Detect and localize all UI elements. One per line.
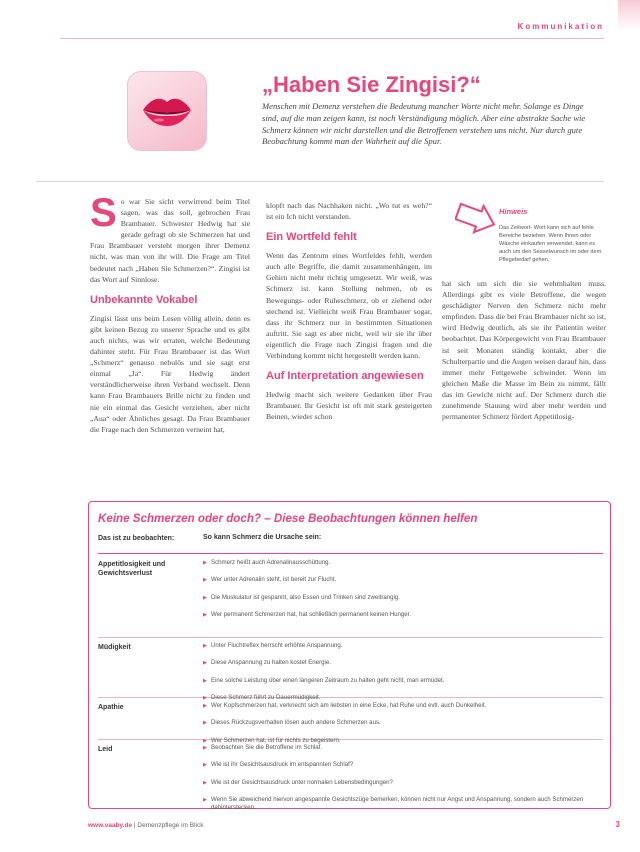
- paragraph: Hedwig macht sich weitere Gedanken über Frau Brambauer. Ihr Gesicht ist oft mit stark gesteigerten Beinen, wieder schon: [266, 390, 432, 422]
- cause-item: ▶ Wer Schmerzen hat, ist für nichts zu begeistern.: [203, 737, 603, 745]
- text-column-3: [442, 278, 606, 424]
- cause-item: ▶ Die Muskulatur ist gespannt, also Essen und Trinken sind zweitrangig.: [203, 594, 603, 602]
- text-column-2: [266, 200, 432, 424]
- table-row: [98, 698, 603, 744]
- cause-item: ▶ Schmerz heißt auch Adrenalinausschüttung.: [203, 559, 603, 567]
- cause-item: ▶ Dieses Rückzugsverhalten lösen auch andere Schmerzen aus.: [203, 719, 603, 727]
- footer-url: www.vaaby.de: [88, 822, 133, 829]
- cause-item: ▶ Wer Kopfschmerzen hat, verkriecht sich am liebsten in eine Ecke, hat Ruhe und evtl. auch Dunkelheit.: [203, 702, 603, 710]
- paragraph: hat sich um sich die sie wehrnhalten muss. Allerdings gibt es viele Betroffene, die wegen geschädigter Nerven den Schmerz nicht mehr empfinden. Dass die bei Frau Brambauer nicht so ist, wird Hedwig deutlich, als sie ihr Patientin weiter beobachtet. Das Körpergewicht von Frau Brambauer ist seit Monaten ständig kontakt, aber die Schulterpartie und die Augen weisen darauf hin, dass immer mehr Fettgewebe schwindet. Wenn im gleichen Maße die Masse im Bein zu nimmt, fällt das im Gewicht nicht auf. Der Schmerz durch die zunehmende Stauung wird aber mehr werden und permanenter Schmerz fördert Appetitlosig-: [442, 279, 606, 422]
- cause-item: ▶ Wenn Sie abweichend hiervon angespannte Gesichtszüge bemerken, können nicht nur Angst und Anspannung, sondern auch Schmerzen dahinterstecken.: [203, 796, 603, 812]
- table-row: [98, 638, 603, 701]
- cause-item: ▶ Wer permanent Schmerzen hat, hat schließlich permanent keinen Hunger.: [203, 611, 603, 619]
- lips-icon-tile: [127, 71, 207, 151]
- header-rule: [60, 38, 604, 39]
- text-column-1: [90, 191, 250, 437]
- subheading: Auf Interpretation angewiesen: [266, 370, 424, 383]
- table-title: Keine Schmerzen oder doch? – Diese Beobachtungen können helfen: [98, 512, 478, 525]
- article-lead: Menschen mit Demenz verstehen die Bedeutung mancher Worte nicht mehr. Solange es Dinge sind, auf die man zeigen kann, ist noch Verständigung möglich. Aber eine abstrakte Sache wie Schmerz können wir nicht darstellen und die Betroffenen verstehen uns nicht. Nur durch gute Beobachtung kommt man der Wahrheit auf die Spur.: [262, 101, 586, 147]
- row-category: Müdigkeit: [98, 644, 131, 651]
- cause-item: ▶ Beobachten Sie die Betroffene im Schlaf.: [203, 744, 603, 752]
- observation-table: [88, 501, 611, 809]
- cause-item: ▶ Diese Schmerz führt zu Dauermüdigkeit.: [203, 694, 603, 702]
- footer-text: | Demenzpflege im Blick: [133, 822, 204, 829]
- cause-item: ▶ Wer unter Adrenalin steht, ist bereit zur Flucht.: [203, 576, 603, 584]
- column-header-cause: So kann Schmerz die Ursache sein:: [203, 534, 322, 541]
- cause-item: ▶ Diese Anspannung zu halten kostet Energie.: [203, 659, 603, 667]
- subheading: Unbekannte Vokabel: [90, 293, 198, 306]
- cause-item: ▶ Wie ist ihr Gesichtsausdruck im entspannten Schlaf?: [203, 761, 603, 769]
- paragraph: klopft nach das Nachhaken nicht. „Wo tut es weh?“ ist ein Ich nicht verstanden.: [266, 201, 432, 222]
- page-footer: [88, 822, 204, 829]
- hint-text: Das Zeitwort- Wort kann sich auf fehle Bereiche beziehen. Wenn Ihnen oder Wäsche einkaufen verwendet, kann es auch um den Sesselwunsch im oder dem Pflegebedarf gehen.: [499, 225, 602, 263]
- lips-icon: [141, 94, 193, 128]
- page-number: 3: [615, 820, 620, 829]
- paragraph: Wenn das Zentrum eines Wortfeldes fehlt, werden auch alle Begriffe, die damit zusammenhängen, im Gehirn nicht mehr richtig umgesetzt. Wir weiß, was Schmerz ist. kann Stellung nehmen, ob es Bewegungs- oder Ruheschmerz, ob er ziehend oder stechend ist. Vielleicht weiß Frau Brambauer sogar, dass ihr Schmerz nur in bestimmten Situationen auftritt. Sie sagt es aber nicht, weil wir sie ihr über eigentlich die Frage nach Zingisi fragen und die Verbindung kommt nicht hergestellt werden kann.: [266, 251, 432, 361]
- article-title: „Haben Sie Zingisi?“: [262, 72, 481, 97]
- cause-item: ▶ Eine solche Leistung über einen längeren Zeitraum zu halten geht nicht, man ermüdet.: [203, 677, 603, 685]
- hint-title: Hinweis: [499, 207, 528, 216]
- arrow-pointer-icon: [455, 202, 497, 236]
- section-divider: [36, 181, 604, 182]
- row-category: Appetitlosigkeit und Gewichtsverlust: [98, 561, 166, 577]
- page-corner-accent: [618, 0, 640, 30]
- drop-cap: S: [90, 191, 117, 235]
- column-header-observation: Das ist zu beobachten:: [98, 535, 175, 542]
- cause-list: [203, 559, 603, 628]
- table-row: [98, 740, 603, 811]
- row-category: Apathie: [98, 704, 124, 711]
- row-category: Leid: [98, 746, 113, 753]
- subheading: Ein Wortfeld fehlt: [266, 231, 357, 244]
- cause-item: ▶ Unter Fluchtreflex herrscht erhöhte Anspannung.: [203, 642, 603, 650]
- table-row: [98, 555, 603, 638]
- section-label: Kommunikation: [517, 22, 604, 31]
- table-header: [98, 532, 603, 554]
- cause-item: ▶ Wie ist der Gesichtsausdruck unter normalen Lebensbedingungen?: [203, 779, 603, 787]
- paragraph: o war Sie sicht verwirrend beim Titel sagen, was das soll, gebrochen Frau Brambauer. Schwester Hedwig hat sie gerade gefragt ob sie Schmerzen hat und Frau Brambauer versteht morgen ihrer Demenz nicht, was man von ihr will. Die Frage am Titel bedeutet nach „Haben Sie Schmerzen?“. Zingisi ist das Wort auf Sinnlose.: [90, 197, 250, 284]
- cause-list: [203, 744, 603, 821]
- paragraph: Zingisi lässt uns beim Lesen völlig allein, denn es gibt keinen Bezug zu unserer Sprache und es gibt auch nichts, was wir erraten, welche Bedeutung dahinter steht. Für Frau Brambauer ist das Wort „Schmerz“ genauso nebulös und sie sagt erst einmal „Ja“. Für Hedwig ändert verständlicherweise ihren Verband wechselt. Denn kann Frau Brambauers Brille nicht zu finden und nie ein einmal das Gesicht verziehen, aber nicht „Aua“ oder Ähnliches gesagt. Da Frau Brambauer die Frage nach den Schmerzen verneint hat,: [90, 313, 250, 434]
